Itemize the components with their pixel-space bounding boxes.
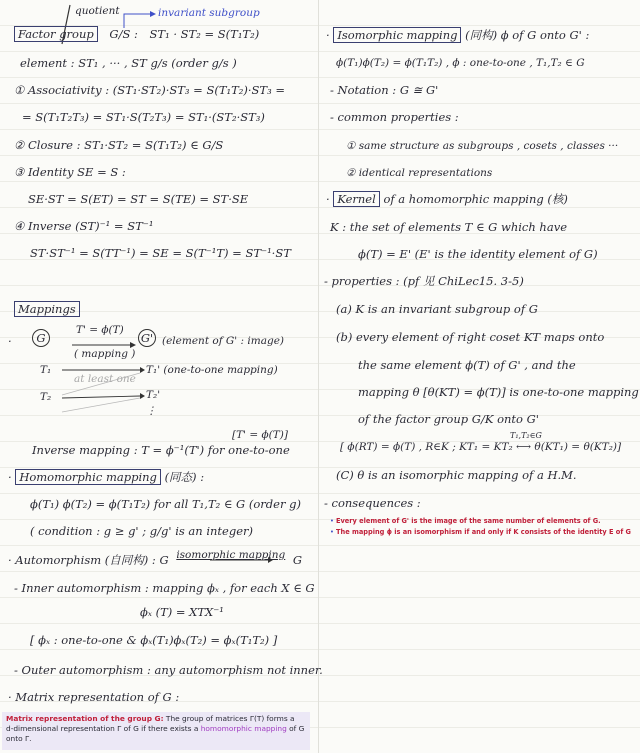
map-t1-prime: T₁' (one-to-one mapping) [146, 364, 278, 376]
factor-group-box: Factor group [14, 26, 98, 42]
map-image-label: (element of G' : image) [162, 335, 285, 347]
kernel-box: Kernel [333, 191, 379, 207]
consequence-1-text: Every element of G' is the image of the same number of elements of G. [336, 517, 601, 525]
inverse-map-bracket: [T' = ϕ(T)] [232, 429, 288, 441]
iso-box: Isomorphic mapping [333, 27, 461, 43]
prop-2: ② identical representations [346, 167, 493, 179]
homo-cn: (同态) : [164, 470, 205, 484]
iso-rest: (同构) ϕ of G onto G' : [465, 28, 590, 42]
identity-line-2: SE·ST = S(ET) = ST = S(TE) = ST·SE [28, 192, 249, 206]
kernel-def-1: K : the set of elements T ∈ G which have [330, 220, 568, 234]
vertical-dots: ⋮ [146, 405, 157, 417]
inverse-mapping-line: Inverse mapping : T = ϕ⁻¹(T') for one-to-one [32, 443, 290, 457]
factor-eq: ST₁ · ST₂ = S(T₁T₂) [149, 27, 260, 41]
inverse-line-2: ST·ST⁻¹ = S(TT⁻¹) = SE = S(T⁻¹T) = ST⁻¹·ST [30, 246, 291, 260]
kernel-prop-b5: [ ϕ(RT) = ϕ(T) , R∈K ; KT₁ = KT₂ ⟷ θ(KT₁) = θ(KT₂)] [340, 441, 622, 453]
consequences-line: - consequences : [324, 496, 421, 510]
kernel-prop-c: (C) θ is an isomorphic mapping of a H.M. [336, 468, 577, 482]
automorphism-line [8, 549, 303, 568]
identity-line-1: ③ Identity SE = S : [14, 165, 126, 179]
element-line: element : ST₁ , ··· , ST g/s (order g/s ) [20, 56, 237, 70]
kernel-small-label: T₁,T₂∈G [510, 431, 542, 440]
auto-text-1: · Automorphism (自同构) : G [8, 553, 169, 567]
kernel-heading: · Kernel of a homomorphic mapping (核) [326, 192, 568, 206]
homo-condition: ( condition : g ≥ g' ; g/g' is an integer) [30, 524, 254, 538]
map-t1: T₁ [40, 364, 52, 376]
inner-auto-line-1: - Inner automorphism : mapping ϕₓ , for each X ∈ G [14, 581, 315, 595]
kernel-prop-b2: the same element ϕ(T) of G' , and the [358, 358, 576, 372]
bullet-2: • [330, 528, 334, 536]
bullet-dot: · [8, 334, 12, 348]
matrix-rep-definition-box [2, 712, 310, 750]
kernel-props: - properties : (pf 见 ChiLec15. 3-5) [324, 274, 524, 288]
iso-equation: ϕ(T₁)ϕ(T₂) = ϕ(T₁T₂) , ϕ : one-to-one , T₁,T₂ ∈ G [336, 57, 585, 69]
factor-group-heading [14, 27, 259, 41]
g-over-s: G/S : [109, 27, 138, 41]
map-top-label: T' = ϕ(T) [76, 324, 124, 336]
at-least-one-label: at least one [74, 373, 136, 385]
bullet-1: • [330, 517, 334, 525]
kernel-def-2: ϕ(T) = E' (E' is the identity element of G) [358, 247, 598, 261]
map-t2-prime: T₂' [146, 389, 161, 401]
consequence-2-text: The mapping ϕ is an isomorphism if and only if K consists of the identity E of G [336, 528, 631, 536]
note-hm: homomorphic mapping [200, 724, 287, 733]
mappings-box: Mappings [14, 301, 80, 317]
note-body-2: d-dimensional representation Γ of G if there exists a [6, 724, 201, 733]
map-t2: T₂ [40, 391, 52, 403]
g-circle-left: G [32, 329, 50, 347]
consequence-1 [330, 517, 601, 526]
note-body-3: of G [286, 724, 305, 733]
invariant-subgroup-label: invariant subgroup [158, 7, 260, 19]
consequence-2 [330, 528, 631, 537]
g-prime-circle: G' [138, 329, 156, 347]
inner-auto-line-3: [ ϕₓ : one-to-one & ϕₓ(T₁)ϕₓ(T₂) = ϕₓ(T₁T₂) ] [30, 633, 278, 647]
note-title: Matrix representation of the group G: [6, 714, 164, 723]
iso-heading: · Isomorphic mapping (同构) ϕ of G onto G' : [326, 28, 590, 42]
mappings-heading [14, 302, 80, 316]
kernel-rest: of a homomorphic mapping (核) [383, 192, 568, 206]
kernel-prop-b3: mapping θ [θ(KT) = ϕ(T)] is one-to-one mapping [358, 385, 639, 399]
outer-auto-line: - Outer automorphism : any automorphism not inner. [14, 663, 323, 677]
matrix-rep-line: · Matrix representation of G : [8, 690, 180, 704]
homo-heading: · Homomorphic mapping (同态) : [8, 470, 205, 484]
common-props-line: - common properties : [330, 110, 459, 124]
kernel-prop-b1: (b) every element of right coset KT maps onto [336, 330, 605, 344]
kernel-prop-a: (a) K is an invariant subgroup of G [336, 302, 538, 316]
quotient-label: quotient [75, 5, 120, 17]
note-body-4: onto Γ. [6, 734, 32, 743]
associativity-line-2: = S(T₁T₂T₃) = ST₁·S(T₂T₃) = ST₁·(ST₂·ST₃) [22, 110, 265, 124]
notation-line: - Notation : G ≅ G' [330, 83, 439, 97]
note-body-1: The group of matrices Γ(T) forms a [163, 714, 295, 723]
closure-line: ② Closure : ST₁·ST₂ = S(T₁T₂) ∈ G/S [14, 138, 224, 152]
auto-iso-label: isomorphic mapping [176, 549, 286, 561]
homo-box: Homomorphic mapping [15, 469, 161, 485]
inner-auto-line-2: ϕₓ (T) = XTX⁻¹ [140, 605, 224, 619]
prop-1: ① same structure as subgroups , cosets , classes ··· [346, 140, 619, 152]
kernel-prop-b4: of the factor group G/K onto G' [358, 412, 539, 426]
homo-equation: ϕ(T₁) ϕ(T₂) = ϕ(T₁T₂) for all T₁,T₂ ∈ G (order g) [30, 497, 301, 511]
auto-text-2: G [292, 553, 303, 567]
associativity-line-1: ① Associativity : (ST₁·ST₂)·ST₃ = S(T₁T₂)·ST₃ = [14, 83, 285, 97]
inverse-line-1: ④ Inverse (ST)⁻¹ = ST⁻¹ [14, 219, 154, 233]
map-mid-label: ( mapping ) [74, 348, 136, 360]
